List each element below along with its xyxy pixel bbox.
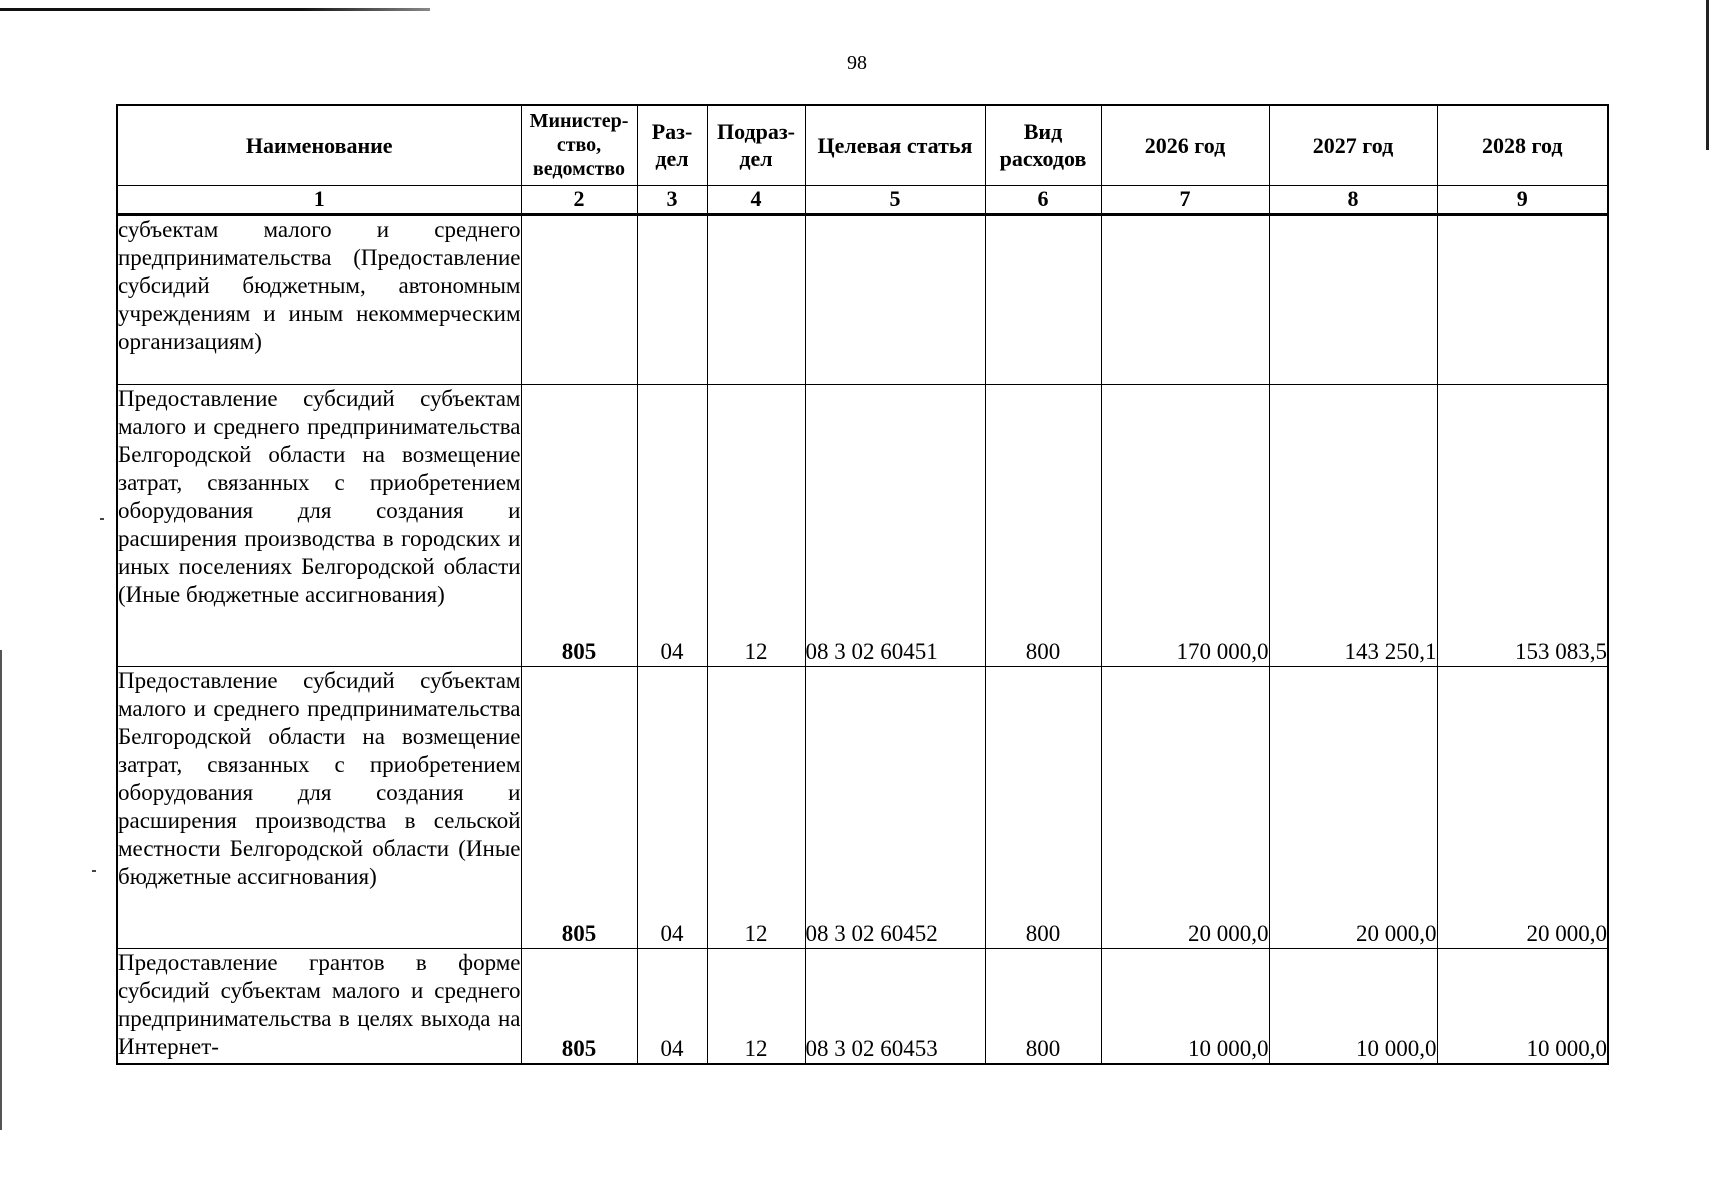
column-number: 2	[521, 185, 637, 214]
row-target: 08 3 02 60451	[805, 384, 985, 666]
column-number-row	[117, 185, 1608, 214]
row-amount-2027: 143 250,1	[1269, 384, 1437, 666]
table-row	[117, 948, 1608, 1064]
row-ministry	[521, 214, 637, 384]
row-expense-type: 800	[985, 666, 1101, 948]
row-amount-2027: 20 000,0	[1269, 666, 1437, 948]
row-section: 04	[637, 384, 707, 666]
column-number: 7	[1101, 185, 1269, 214]
scan-artifact-right	[1706, 0, 1709, 150]
row-amount-2028: 10 000,0	[1437, 948, 1608, 1064]
row-ministry: 805	[521, 948, 637, 1064]
page-number: 98	[847, 52, 867, 74]
row-amount-2028: 153 083,5	[1437, 384, 1608, 666]
row-target	[805, 214, 985, 384]
row-amount-2026: 10 000,0	[1101, 948, 1269, 1064]
row-amount-2026: 20 000,0	[1101, 666, 1269, 948]
row-target: 08 3 02 60453	[805, 948, 985, 1064]
column-number: 6	[985, 185, 1101, 214]
column-number: 8	[1269, 185, 1437, 214]
row-subsection	[707, 214, 805, 384]
row-subsection: 12	[707, 948, 805, 1064]
header-year-2028: 2028 год	[1437, 105, 1608, 185]
row-name: Предоставление грантов в форме субсидий субъектам малого и среднего предпринимательства в целях выхода на Интернет-	[117, 948, 521, 1064]
header-section: Раз-дел	[637, 105, 707, 185]
header-name: Наименование	[117, 105, 521, 185]
column-number: 3	[637, 185, 707, 214]
column-number: 4	[707, 185, 805, 214]
table-row	[117, 666, 1608, 948]
row-amount-2028: 20 000,0	[1437, 666, 1608, 948]
budget-table	[116, 104, 1609, 1065]
row-subsection: 12	[707, 666, 805, 948]
table-row	[117, 384, 1608, 666]
row-section: 04	[637, 666, 707, 948]
header-subsection: Подраз-дел	[707, 105, 805, 185]
table-row	[117, 214, 1608, 384]
row-amount-2028	[1437, 214, 1608, 384]
row-amount-2026	[1101, 214, 1269, 384]
row-ministry: 805	[521, 666, 637, 948]
row-name: Предоставление субсидий субъектам малого и среднего предпринимательства Белгородской области на возмещение затрат, связанных с приобретением оборудования для создания и расширения производства в городских и иных поселениях Белгородской области (Иные бюджетные ассигнования)	[117, 384, 521, 666]
header-target: Целевая статья	[805, 105, 985, 185]
row-name: субъектам малого и среднего предпринимательства (Предоставление субсидий бюджетным, автономным учреждениям и иным некоммерческим организациям)	[117, 214, 521, 384]
header-expense-type: Вид расходов	[985, 105, 1101, 185]
row-ministry: 805	[521, 384, 637, 666]
header-year-2026: 2026 год	[1101, 105, 1269, 185]
column-number: 5	[805, 185, 985, 214]
header-ministry: Министер-ство, ведомство	[521, 105, 637, 185]
scan-speck	[92, 870, 96, 872]
scan-artifact-left	[0, 650, 2, 1130]
row-section	[637, 214, 707, 384]
row-amount-2026: 170 000,0	[1101, 384, 1269, 666]
header-year-2027: 2027 год	[1269, 105, 1437, 185]
row-expense-type	[985, 214, 1101, 384]
scan-artifact-top	[0, 8, 430, 11]
scan-speck	[100, 518, 104, 520]
row-amount-2027: 10 000,0	[1269, 948, 1437, 1064]
row-amount-2027	[1269, 214, 1437, 384]
column-number: 1	[117, 185, 521, 214]
column-number: 9	[1437, 185, 1608, 214]
row-name: Предоставление субсидий субъектам малого и среднего предпринимательства Белгородской области на возмещение затрат, связанных с приобретением оборудования для создания и расширения производства в сельской местности Белгородской области (Иные бюджетные ассигнования)	[117, 666, 521, 948]
row-subsection: 12	[707, 384, 805, 666]
row-expense-type: 800	[985, 384, 1101, 666]
row-expense-type: 800	[985, 948, 1101, 1064]
row-target: 08 3 02 60452	[805, 666, 985, 948]
row-section: 04	[637, 948, 707, 1064]
table-header-row	[117, 105, 1608, 185]
